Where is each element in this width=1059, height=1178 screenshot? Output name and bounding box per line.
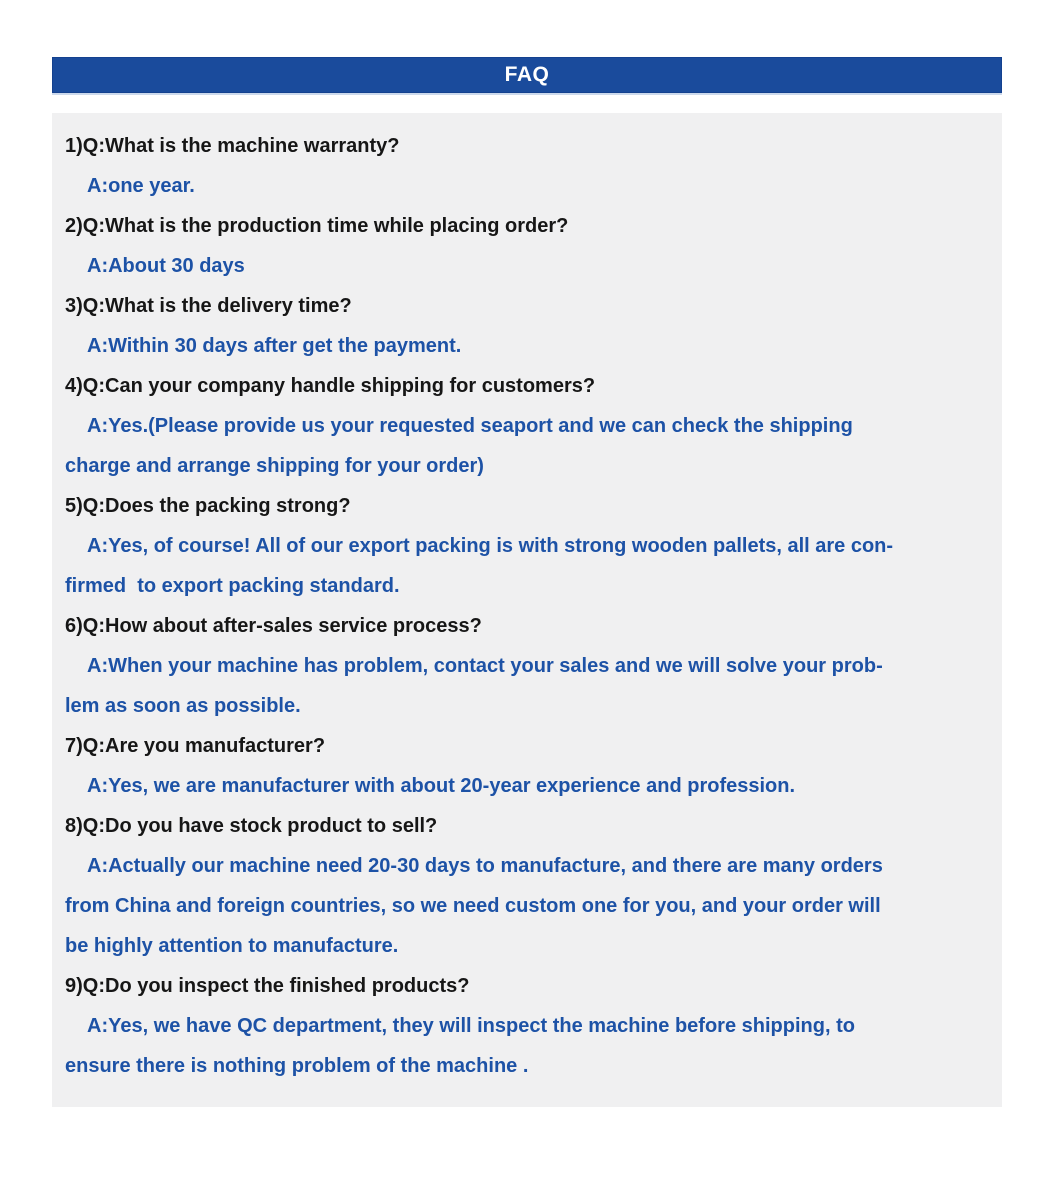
- faq-item: [65, 726, 992, 806]
- faq-item: [65, 486, 992, 606]
- faq-answer-line: charge and arrange shipping for your order): [65, 455, 484, 477]
- faq-item: [65, 286, 992, 366]
- faq-item: [65, 806, 992, 966]
- faq-answer-line: lem as soon as possible.: [65, 695, 301, 717]
- faq-answer-line: A:Yes, we are manufacturer with about 20-year experience and profession.: [87, 775, 796, 797]
- faq-item: [65, 966, 992, 1086]
- faq-question: 6)Q:How about after-sales service process?: [65, 615, 482, 637]
- faq-answer-line: A:one year.: [87, 175, 195, 197]
- faq-item: [65, 206, 992, 286]
- faq-answer-line: A:Yes.(Please provide us your requested seaport and we can check the shipping: [87, 415, 853, 437]
- faq-item: [65, 366, 992, 486]
- faq-question: 9)Q:Do you inspect the finished products?: [65, 975, 470, 997]
- faq-question: 7)Q:Are you manufacturer?: [65, 735, 326, 757]
- faq-question: 8)Q:Do you have stock product to sell?: [65, 815, 438, 837]
- faq-answer-line: be highly attention to manufacture.: [65, 935, 399, 957]
- faq-question: 1)Q:What is the machine warranty?: [65, 135, 400, 157]
- faq-answer-line: A:Yes, of course! All of our export packing is with strong wooden pallets, all are con-: [87, 535, 894, 557]
- faq-header-bar: [52, 57, 1002, 93]
- faq-answer-line: ensure there is nothing problem of the machine .: [65, 1055, 529, 1077]
- faq-question: 5)Q:Does the packing strong?: [65, 495, 351, 517]
- faq-answer-line: A:When your machine has problem, contact your sales and we will solve your prob-: [87, 655, 883, 677]
- faq-item: [65, 606, 992, 726]
- faq-answer-line: A:Actually our machine need 20-30 days to manufacture, and there are many orders: [87, 855, 883, 877]
- faq-question: 4)Q:Can your company handle shipping for customers?: [65, 375, 596, 397]
- faq-question: 2)Q:What is the production time while placing order?: [65, 215, 569, 237]
- faq-answer-line: A:About 30 days: [87, 255, 245, 277]
- faq-answer-line: A:Yes, we have QC department, they will inspect the machine before shipping, to: [87, 1015, 855, 1037]
- faq-content-panel: [52, 113, 1002, 1107]
- faq-question: 3)Q:What is the delivery time?: [65, 295, 352, 317]
- faq-header-title: FAQ: [504, 63, 550, 86]
- faq-answer-line: A:Within 30 days after get the payment.: [87, 335, 462, 357]
- faq-answer-line: firmed to export packing standard.: [65, 575, 400, 597]
- faq-item: [65, 126, 992, 206]
- faq-answer-line: from China and foreign countries, so we need custom one for you, and your order will: [65, 895, 881, 917]
